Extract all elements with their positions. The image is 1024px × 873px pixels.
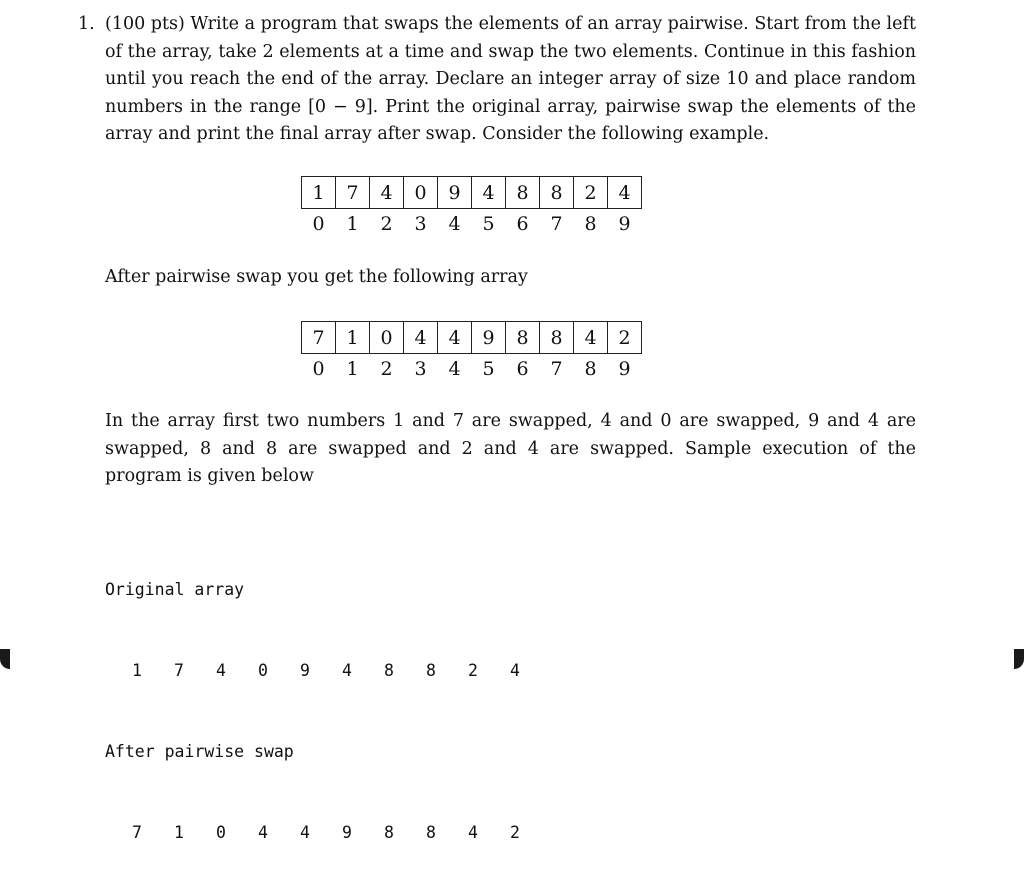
array-cell: 4: [370, 177, 404, 209]
array-cell: 9: [472, 322, 506, 354]
array-index: 8: [584, 358, 597, 380]
array-cell: 2: [608, 322, 642, 354]
array-cell: 0: [370, 322, 404, 354]
array-index: 4: [448, 358, 461, 380]
window-corner-right: [1014, 649, 1024, 669]
array-index: 6: [516, 358, 529, 380]
array-index: 6: [516, 213, 529, 235]
swapped-output-values: [105, 819, 552, 846]
problem-text: (100 pts) Write a program that swaps the elements of an array pairwise. Start from the left of the array, take 2 elements at a time and swap the two elements. Continue in this fashion until you reach the end of the array. Declare an integer array of size 10 and place random numbers in the range [0 − 9]. Print the original array, pairwise swap the elements of the array and print the final array after swap. Consider the following example.: [105, 14, 916, 145]
array-cell: 8: [506, 322, 540, 354]
array-cell: 7: [336, 177, 370, 209]
output-value: 4: [342, 661, 352, 680]
array-index: 2: [380, 358, 393, 380]
array-index: 8: [584, 213, 597, 235]
array-index: 3: [414, 213, 427, 235]
array-cell: 4: [404, 322, 438, 354]
output-value: 1: [174, 823, 184, 842]
array-cell: 0: [404, 177, 438, 209]
swapped-array-values-row: [302, 322, 642, 354]
array-cell: 2: [574, 177, 608, 209]
original-array-values-row: [302, 177, 642, 209]
output-value: 9: [342, 823, 352, 842]
after-swap-label: After pairwise swap: [105, 742, 294, 761]
output-value: 7: [132, 823, 142, 842]
output-value: 4: [300, 823, 310, 842]
array-cell: 8: [540, 322, 574, 354]
output-value: 8: [426, 661, 436, 680]
output-value: 9: [300, 661, 310, 680]
output-value: 2: [468, 661, 478, 680]
window-corner-left: [0, 649, 10, 669]
swapped-array-table: [301, 321, 642, 384]
array-cell: 4: [574, 322, 608, 354]
array-cell: 4: [438, 322, 472, 354]
problem-statement: [78, 11, 916, 149]
array-cell: 9: [438, 177, 472, 209]
output-value: 4: [216, 661, 226, 680]
array-index: 7: [550, 358, 563, 380]
array-cell: 4: [608, 177, 642, 209]
output-value: 4: [468, 823, 478, 842]
array-index: 7: [550, 213, 563, 235]
output-value: 8: [384, 823, 394, 842]
array-cell: 7: [302, 322, 336, 354]
array-index: 4: [448, 213, 461, 235]
output-value: 4: [510, 661, 520, 680]
output-value: 1: [132, 661, 142, 680]
output-value: 4: [258, 823, 268, 842]
array-cell: 1: [302, 177, 336, 209]
output-value: 2: [510, 823, 520, 842]
array-index: 1: [346, 358, 359, 380]
array-index: 1: [346, 213, 359, 235]
output-value: 8: [384, 661, 394, 680]
array-index: 3: [414, 358, 427, 380]
sample-output: [105, 522, 552, 873]
array-cell: 1: [336, 322, 370, 354]
problem-number: 1.: [78, 14, 95, 34]
array-cell: 4: [472, 177, 506, 209]
original-output-values: [105, 657, 552, 684]
array-index: 9: [618, 358, 631, 380]
array-index: 9: [618, 213, 631, 235]
array-cell: 8: [540, 177, 574, 209]
array-cell: 8: [506, 177, 540, 209]
array-index: 5: [482, 213, 495, 235]
output-value: 0: [258, 661, 268, 680]
array-index: 5: [482, 358, 495, 380]
array-index: 0: [312, 213, 325, 235]
explanation-text: In the array first two numbers 1 and 7 are swapped, 4 and 0 are swapped, 9 and 4 are swapped, 8 and 8 are swapped and 2 and 4 are swapped. Sample execution of the program is given below: [105, 411, 916, 487]
output-value: 8: [426, 823, 436, 842]
original-array-table: [301, 176, 642, 239]
output-value: 0: [216, 823, 226, 842]
original-array-label: Original array: [105, 580, 245, 599]
output-value: 7: [174, 661, 184, 680]
array-index: 0: [312, 358, 325, 380]
swapped-array-index-row: [302, 354, 642, 385]
array-index: 2: [380, 213, 393, 235]
after-swap-caption: After pairwise swap you get the following array: [105, 267, 528, 287]
original-array-index-row: [302, 209, 642, 240]
